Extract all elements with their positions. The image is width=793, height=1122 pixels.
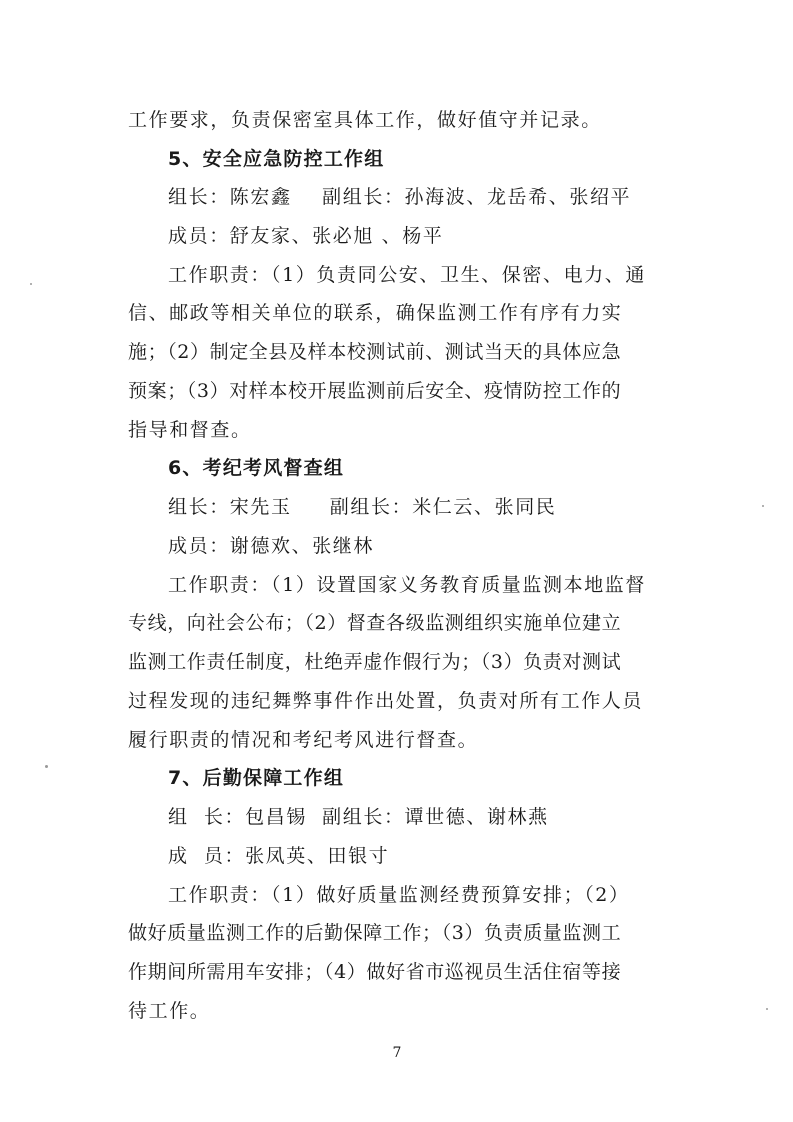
scan-speck — [762, 505, 764, 507]
text-line: 成员：谢德欢、张继林 — [168, 535, 375, 557]
page-number: 7 — [392, 1045, 402, 1061]
scan-speck — [766, 1008, 768, 1010]
section-heading-7: 7、后勤保障工作组 — [168, 767, 345, 789]
text-line: 成员：舒友家、张必旭 、杨平 — [168, 225, 444, 247]
section-heading-5: 5、安全应急防控工作组 — [168, 148, 385, 170]
text-line: 工作职责：（1）负责同公安、卫生、保密、电力、通 — [168, 264, 646, 286]
text-line: 监测工作责任制度，杜绝弄虚作假行为；（3）负责对测试 — [128, 651, 622, 673]
text-line: 指导和督查。 — [128, 419, 252, 441]
text-line: 组长：陈宏鑫 副组长：孙海波、龙岳希、张绍平 — [168, 186, 632, 208]
scan-speck — [45, 765, 48, 768]
text-line: 工作职责：（1）做好质量监测经费预算安排；（2） — [168, 884, 630, 906]
text-line: 组长：宋先玉 副组长：米仁云、张同民 — [168, 496, 557, 518]
text-line: 工作职责：（1）设置国家义务教育质量监测本地监督 — [168, 574, 646, 596]
text-line: 施；（2）制定全县及样本校测试前、测试当天的具体应急 — [128, 341, 622, 363]
text-line: 履行职责的情况和考纪考风进行督查。 — [128, 729, 479, 751]
text-line: 信、邮政等相关单位的联系，确保监测工作有序有力实 — [128, 302, 623, 324]
text-line: 作期间所需用车安排；（4）做好省市巡视员生活住宿等接 — [128, 961, 622, 983]
text-line: 做好质量监测工作的后勤保障工作；（3）负责质量监测工 — [128, 922, 622, 944]
text-line: 待工作。 — [128, 1000, 211, 1022]
section-heading-6: 6、考纪考风督查组 — [168, 457, 345, 479]
scan-speck — [30, 283, 32, 285]
text-line: 组 长：包昌锡 副组长：谭世德、谢林燕 — [168, 806, 549, 828]
text-line: 专线，向社会公布；（2）督查各级监测组织实施单位建立 — [128, 612, 622, 634]
text-line: 过程发现的违纪舞弊事件作出处置，负责对所有工作人员 — [128, 690, 644, 712]
text-line: 工作要求，负责保密室具体工作，做好值守并记录。 — [128, 109, 602, 131]
text-line: 预案；（3）对样本校开展监测前后安全、疫情防控工作的 — [128, 380, 622, 402]
text-line: 成 员：张凤英、田银寸 — [168, 845, 390, 867]
